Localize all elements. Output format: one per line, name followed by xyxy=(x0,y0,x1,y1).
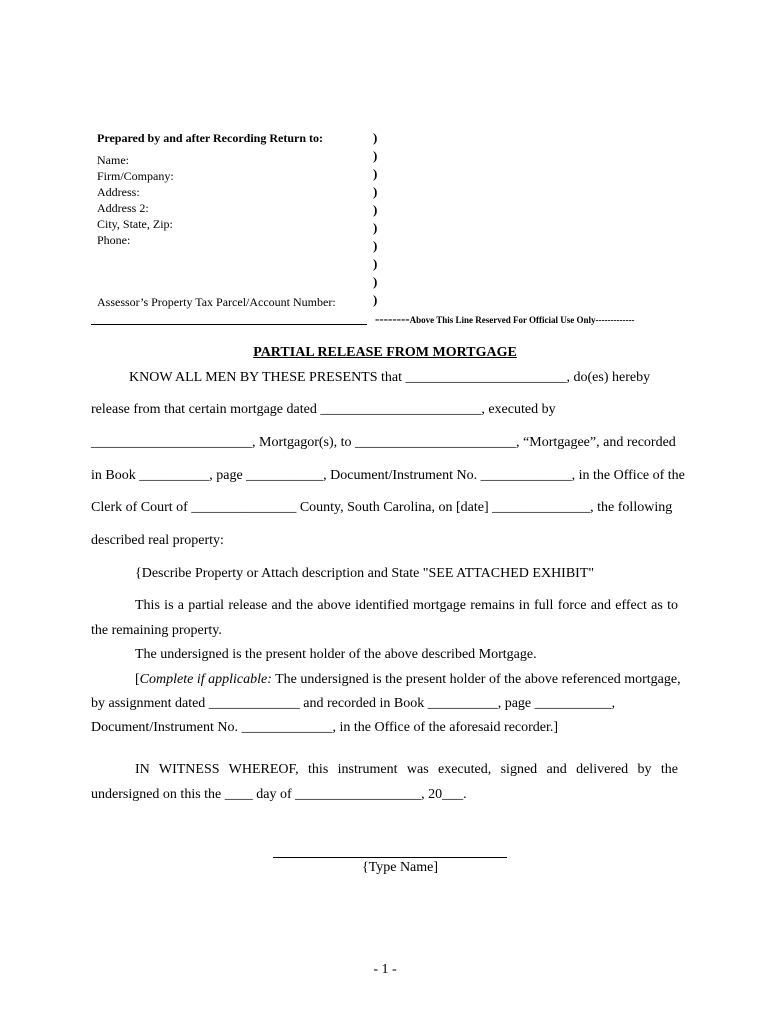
complete-if-applicable-line xyxy=(135,672,681,688)
body-line: _______________________, Mortgagor(s), to _______________________, “Mortgagee”, and recorded xyxy=(91,435,676,450)
parcel-number-label: Assessor’s Property Tax Parcel/Account Number: xyxy=(97,295,336,309)
assignment-line: by assignment dated _____________ and recorded in Book __________, page ___________, xyxy=(91,696,616,711)
body-line: described real property: xyxy=(91,533,224,548)
paren-mark: ) xyxy=(373,256,378,271)
complete-rest-text: The undersigned is the present holder of the above referenced mortgage, xyxy=(271,672,681,687)
paren-mark: ) xyxy=(373,220,378,235)
address-field-label: Address: xyxy=(97,185,140,199)
witness-line: IN WITNESS WHEREOF, this instrument was executed, signed and delivered by the xyxy=(135,762,678,777)
city-state-zip-field-label: City, State, Zip: xyxy=(97,217,173,231)
document-title: PARTIAL RELEASE FROM MORTGAGE xyxy=(253,345,517,360)
document-number-line: Document/Instrument No. _____________, in the Office of the aforesaid recorder.] xyxy=(91,720,559,735)
address2-field-label: Address 2: xyxy=(97,201,149,215)
witness-date-line: undersigned on this the ____ day of __________________, 20___. xyxy=(91,787,467,802)
body-line: in Book __________, page ___________, Document/Instrument No. _____________, in the Office of the xyxy=(91,468,685,483)
body-line: KNOW ALL MEN BY THESE PRESENTS that _______________________, do(es) hereby xyxy=(129,370,651,385)
body-line: Clerk of Court of _______________ County, South Carolina, on [date] ______________, the following xyxy=(91,500,673,515)
reserved-text: Above This Line Reserved For Official Use Only------------- xyxy=(409,315,635,325)
paren-mark: ) xyxy=(373,130,378,145)
bracket-open: [ xyxy=(135,672,140,687)
paren-mark: ) xyxy=(373,274,378,289)
partial-release-line: the remaining property. xyxy=(91,623,222,638)
official-use-notice xyxy=(375,311,635,327)
holder-statement: The undersigned is the present holder of the above described Mortgage. xyxy=(135,647,537,662)
paren-mark: ) xyxy=(373,238,378,253)
page-number: - 1 - xyxy=(373,962,397,977)
paren-mark: ) xyxy=(373,202,378,217)
paren-mark: ) xyxy=(373,292,378,307)
prepared-by-label: Prepared by and after Recording Return to: xyxy=(97,131,323,145)
header-divider-rule xyxy=(91,324,367,325)
body-line: release from that certain mortgage dated _______________________, executed by xyxy=(91,402,556,417)
partial-release-line: This is a partial release and the above identified mortgage remains in full force and effect as to xyxy=(135,598,678,613)
paren-mark: ) xyxy=(373,166,378,181)
describe-property-instruction: {Describe Property or Attach description and State "SEE ATTACHED EXHIBIT" xyxy=(135,566,595,581)
reserved-dashes: -------- xyxy=(375,311,410,326)
phone-field-label: Phone: xyxy=(97,233,131,247)
type-name-placeholder: {Type Name] xyxy=(361,860,439,875)
name-field-label: Name: xyxy=(97,153,129,167)
paren-mark: ) xyxy=(373,184,378,199)
signature-line xyxy=(273,857,507,858)
complete-if-applicable-label: Complete if applicable: xyxy=(139,672,272,687)
firm-field-label: Firm/Company: xyxy=(97,169,174,183)
paren-mark: ) xyxy=(373,148,378,163)
